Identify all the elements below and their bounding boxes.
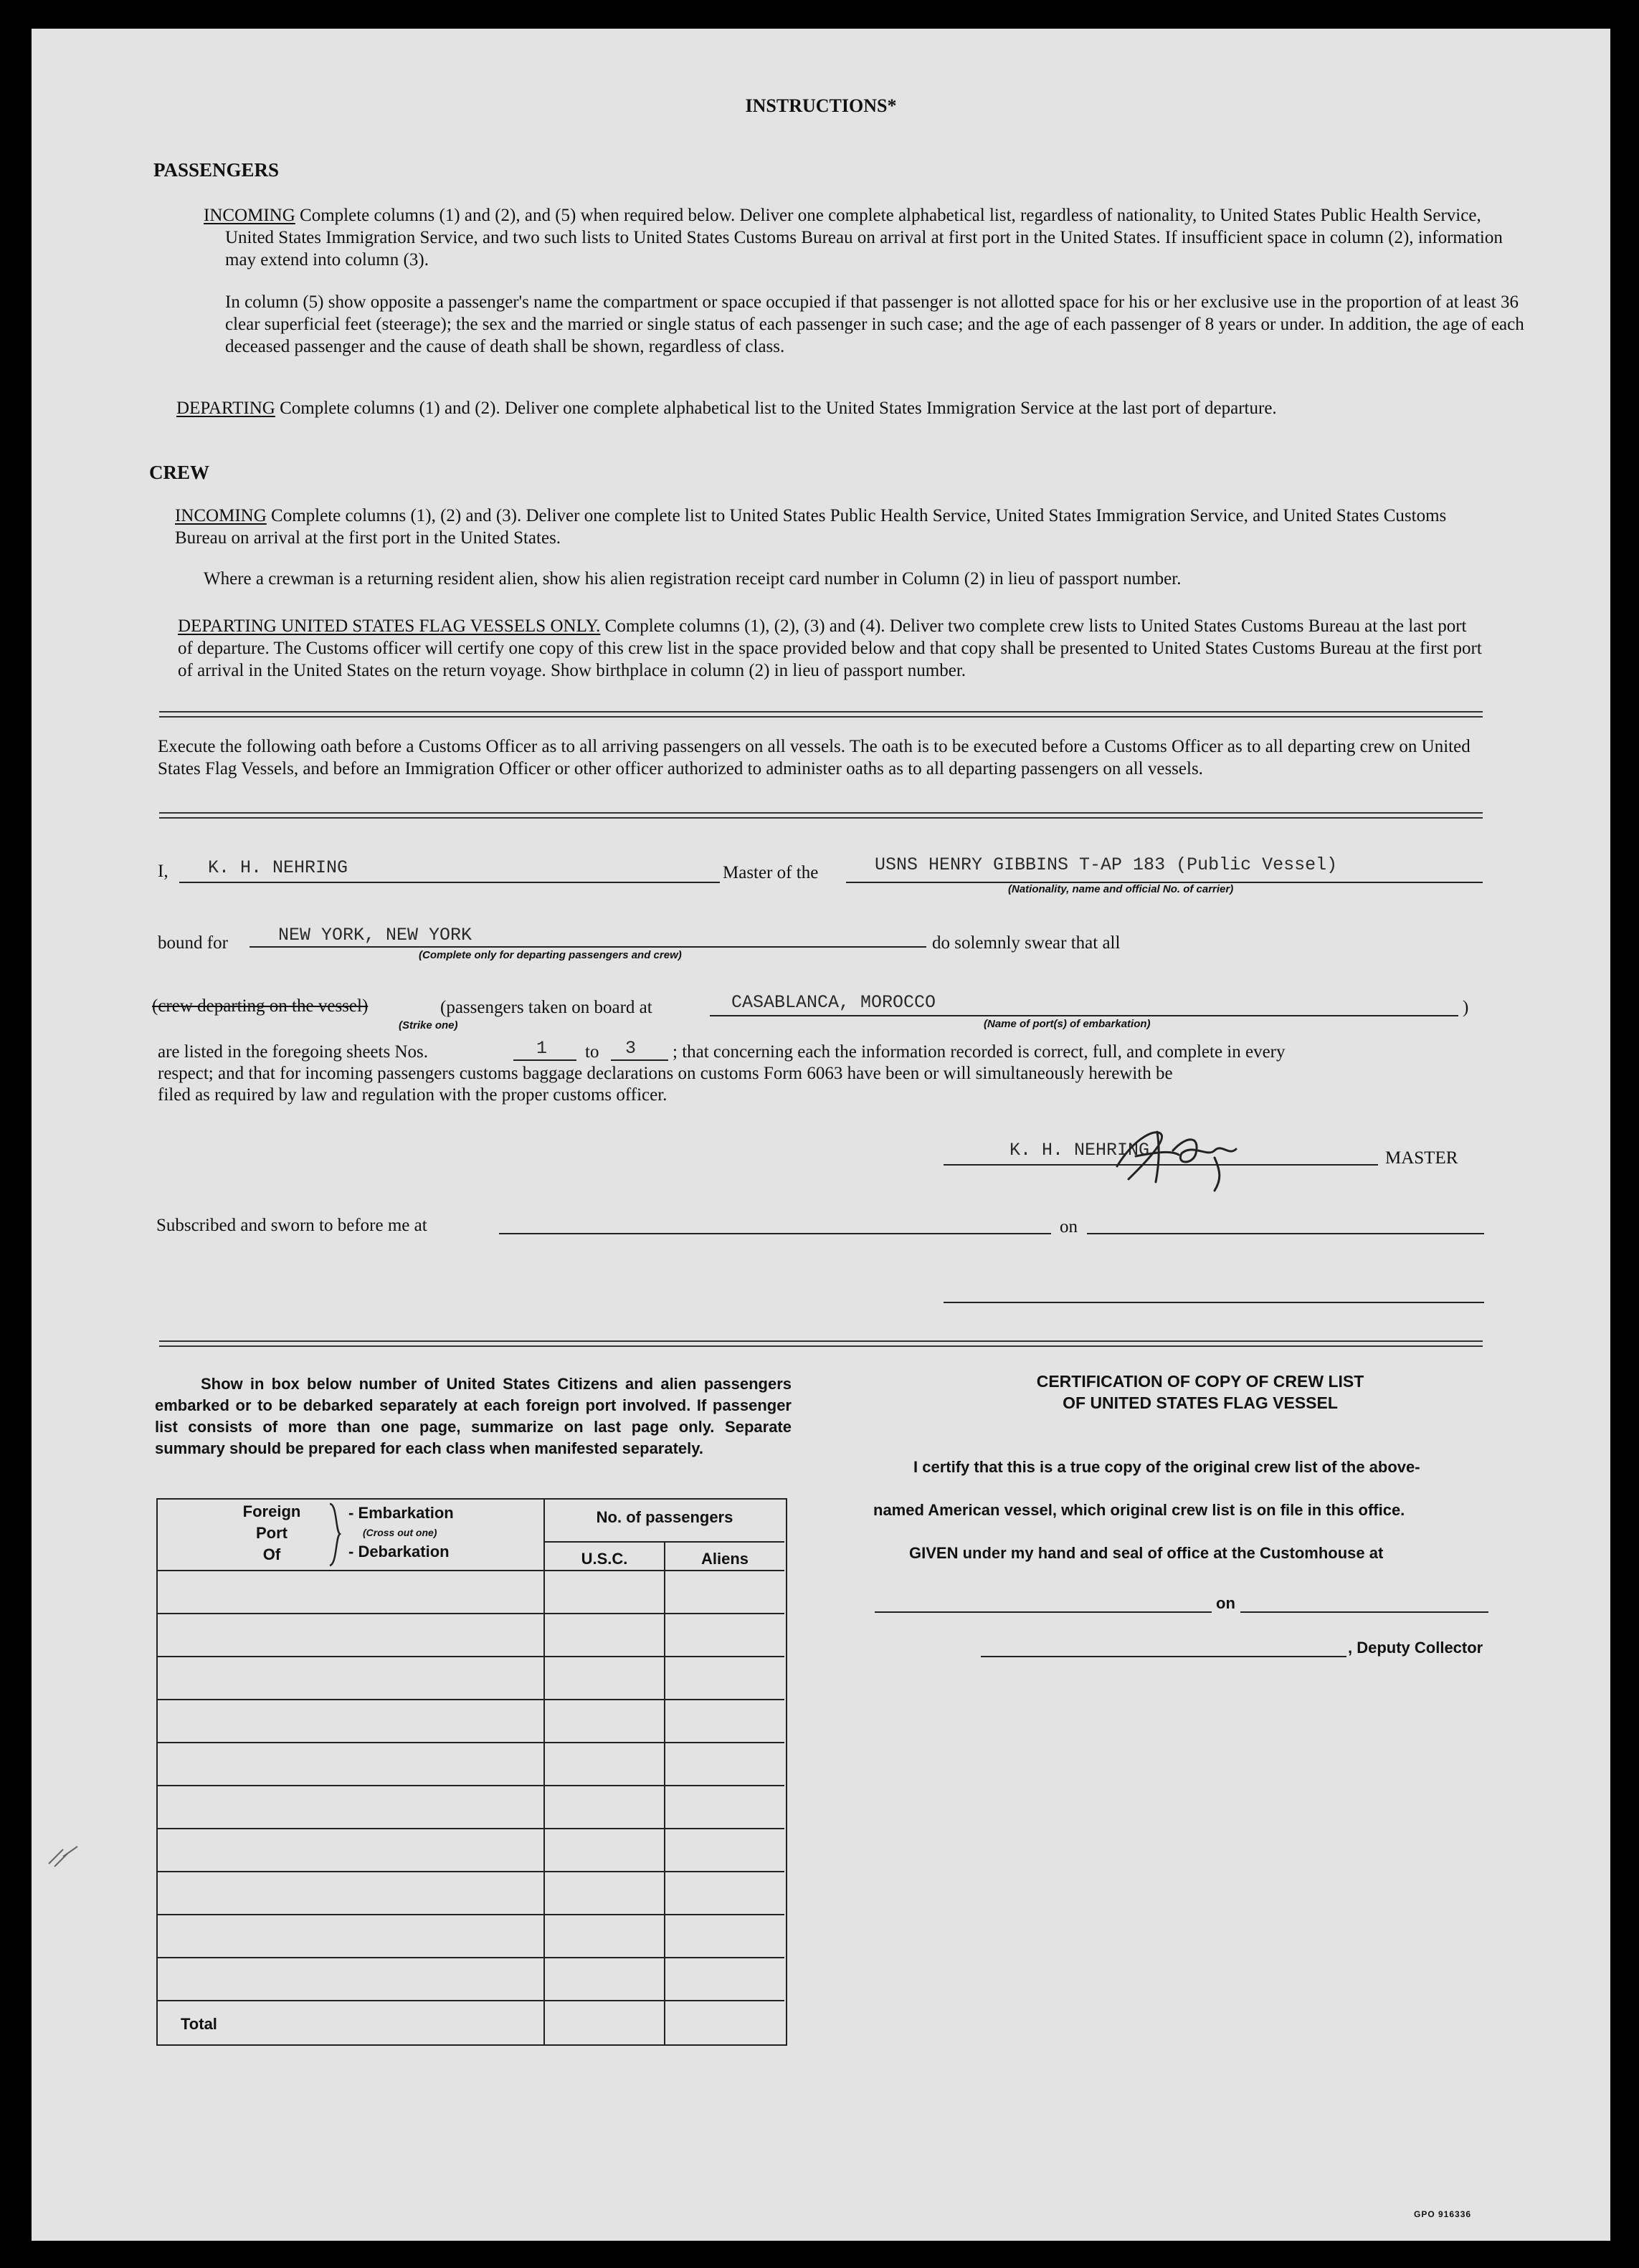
scan-mark-icon: [42, 1835, 92, 1878]
document-page: [32, 29, 1610, 2241]
divider: [159, 812, 1483, 819]
master-of-label: Master of the: [723, 863, 819, 882]
destination-line: [250, 946, 926, 948]
header-cross-out: (Cross out one): [363, 1527, 437, 1538]
passengers-incoming-instruction: [204, 204, 1516, 271]
certification-heading: [878, 1371, 1523, 1414]
vessel-caption: (Nationality, name and official No. of carrier): [1008, 883, 1234, 895]
customhouse-line[interactable]: [875, 1611, 1212, 1613]
passengers-incoming-label: INCOMING: [204, 206, 295, 225]
sheet-to-field[interactable]: 3: [625, 1038, 637, 1059]
certification-line-2: named American vessel, which original crew list is on file in this office.: [873, 1501, 1405, 1519]
after-sheets-text: ; that concerning each the information recorded is correct, full, and complete in every: [673, 1042, 1286, 1062]
passengers-departing-label: DEPARTING: [176, 399, 275, 418]
passenger-summary-table: [156, 1498, 787, 2046]
table-row-divider: [156, 1957, 784, 1958]
vessel-field[interactable]: USNS HENRY GIBBINS T-AP 183 (Public Vessel): [875, 854, 1338, 875]
passengers-incoming-text: Complete columns (1) and (2), and (5) when required below. Deliver one complete alphabetical list, regardless of nationality, to United States Public Health Service, United States Immigration Service, and two such lists to United States Customs Bureau on arrival at first port in the United States. If insufficient space in column (2), information may extend into column (3).: [225, 206, 1503, 270]
certification-heading-line: CERTIFICATION OF COPY OF CREW LIST: [1036, 1372, 1364, 1391]
crew-heading: CREW: [149, 462, 210, 483]
bound-for-label: bound for: [158, 933, 228, 953]
divider: [159, 711, 1483, 718]
summary-instructions: Show in box below number of United States Citizens and alien passengers embarked or to be debarked separately at each foreign port involved. If passenger list consists of more than one page, summarize on last page only. Separate summary should be prepared for each class when manifested separately.: [155, 1375, 792, 1457]
sheet-from-field[interactable]: 1: [536, 1038, 548, 1059]
page-title: INSTRUCTIONS*: [745, 95, 897, 116]
certification-line-3: GIVEN under my hand and seal of office at the Customhouse at: [909, 1544, 1384, 1562]
oath-line-2: respect; and that for incoming passengers customs baggage declarations on customs Form 6063 have been or will simultaneously herewith be: [158, 1064, 1173, 1083]
destination-caption: (Complete only for departing passengers and crew): [419, 949, 682, 961]
crew-departing-text: Complete columns (1), (2), (3) and (4). Deliver two complete crew lists to United States Customs Bureau at the last port of departure. The Customs officer will certify one copy of this crew list in the space provided below and that copy shall be presented to United States Customs Bureau at the first port of arrival in the United States on the return voyage. Show birthplace in column (2) in lieu of passport number.: [178, 616, 1482, 680]
sheet-to-line: [611, 1059, 668, 1061]
header-embarkation: - Embarkation: [348, 1504, 454, 1522]
sworn-on-label: on: [1060, 1217, 1078, 1237]
close-paren: ): [1463, 998, 1469, 1017]
passengers-departing-instruction: [176, 397, 1488, 419]
master-label: MASTER: [1385, 1148, 1458, 1168]
table-col-divider: [664, 1541, 665, 2044]
brace-icon: [327, 1502, 344, 1567]
oath-i-label: I,: [158, 862, 168, 881]
crew-incoming-label: INCOMING: [175, 506, 267, 525]
officer-signature-line[interactable]: [944, 1302, 1484, 1303]
header-port-line: Port: [256, 1524, 288, 1542]
table-row-divider: [156, 1570, 784, 1571]
destination-field[interactable]: NEW YORK, NEW YORK: [278, 925, 472, 945]
divider: [159, 1340, 1483, 1347]
certification-date-line[interactable]: [1240, 1611, 1488, 1613]
table-row-divider: [156, 1785, 784, 1786]
header-port-line: Foreign: [242, 1502, 301, 1520]
header-no-passengers: No. of passengers: [596, 1508, 733, 1526]
subscribed-label: Subscribed and sworn to before me at: [156, 1216, 427, 1235]
strike-caption: (Strike one): [399, 1019, 458, 1031]
header-port-line: Of: [262, 1545, 281, 1563]
table-header-subline: [543, 1541, 784, 1543]
sworn-date-line[interactable]: [1087, 1233, 1484, 1234]
table-row-divider: [156, 1699, 784, 1700]
passengers-column5-instruction: In column (5) show opposite a passenger's name the compartment or space occupied if that passenger is not allotted space for his or her exclusive use in the proportion of at least 36 clear superficial feet (steerage); the sex and the married or single status of each passenger in such case; and the age of each passenger of 8 years or under. In addition, the age of each deceased passenger and the cause of death shall be shown, regardless of class.: [225, 292, 1524, 356]
signature-typed-name[interactable]: K. H. NEHRING: [1009, 1140, 1150, 1161]
oath-line-3: filed as required by law and regulation with the proper customs officer.: [158, 1085, 668, 1105]
passengers-departing-text: Complete columns (1) and (2). Deliver one complete alphabetical list to the United States Immigration Service at the last port of departure.: [280, 399, 1277, 418]
certification-on-label: on: [1216, 1594, 1235, 1612]
table-row-divider: [156, 1871, 784, 1872]
port-field[interactable]: CASABLANCA, MOROCCO: [731, 992, 936, 1013]
listed-text: are listed in the foregoing sheets Nos.: [158, 1042, 428, 1062]
port-caption: (Name of port(s) of embarkation): [984, 1018, 1151, 1030]
deputy-collector-label: , Deputy Collector: [1348, 1639, 1483, 1657]
swear-text: do solemnly swear that all: [932, 933, 1121, 953]
master-name-line: [179, 882, 720, 883]
crew-incoming-text: Complete columns (1), (2) and (3). Deliver one complete list to United States Public Health Service, United States Immigration Service, and United States Customs Bureau on arrival at the first port in the United States.: [175, 506, 1447, 548]
port-line: [710, 1015, 1458, 1016]
table-col-divider: [543, 1498, 545, 2044]
sworn-location-line[interactable]: [499, 1233, 1051, 1234]
header-aliens: Aliens: [700, 1550, 749, 1568]
header-embark-debark: [348, 1502, 454, 1563]
header-foreign-port: [218, 1501, 326, 1566]
table-row-divider: [156, 1828, 784, 1829]
master-name-field[interactable]: K. H. NEHRING: [208, 857, 348, 878]
certification-heading-line: OF UNITED STATES FLAG VESSEL: [1063, 1393, 1338, 1412]
crew-departing-label: DEPARTING UNITED STATES FLAG VESSELS ONLY.: [178, 616, 601, 636]
header-usc: U.S.C.: [581, 1550, 628, 1568]
to-label: to: [585, 1042, 599, 1062]
passengers-taken-text: (passengers taken on board at: [440, 998, 652, 1017]
table-row-divider: [156, 2000, 784, 2001]
total-label: Total: [181, 2015, 217, 2033]
strike-crew-text: (crew departing on the vessel): [152, 996, 369, 1016]
handwritten-signature-icon: [1107, 1122, 1258, 1193]
footer-code: GPO 916336: [1414, 2209, 1472, 2219]
header-debarkation: - Debarkation: [348, 1543, 450, 1561]
crew-incoming-instruction: [175, 505, 1473, 549]
deputy-signature-line[interactable]: [981, 1656, 1346, 1657]
passengers-heading: PASSENGERS: [153, 159, 280, 181]
table-row-divider: [156, 1914, 784, 1915]
crew-departing-instruction: [178, 615, 1483, 682]
table-row-divider: [156, 1613, 784, 1614]
oath-intro: Execute the following oath before a Customs Officer as to all arriving passengers on all vessels. The oath is to be executed before a Customs Officer as to all departing crew on United States Flag Vessels, and before an Immigration Officer or other officer authorized to administer oaths as to all departing passengers on all vessels.: [158, 737, 1471, 778]
certification-line-1: I certify that this is a true copy of the original crew list of the above-: [913, 1458, 1420, 1476]
crew-resident-instruction: Where a crewman is a returning resident alien, show his alien registration receipt card number in Column (2) in lieu of passport number.: [204, 569, 1182, 589]
table-row-divider: [156, 1742, 784, 1743]
sheet-from-line: [513, 1059, 576, 1061]
table-row-divider: [156, 1656, 784, 1657]
